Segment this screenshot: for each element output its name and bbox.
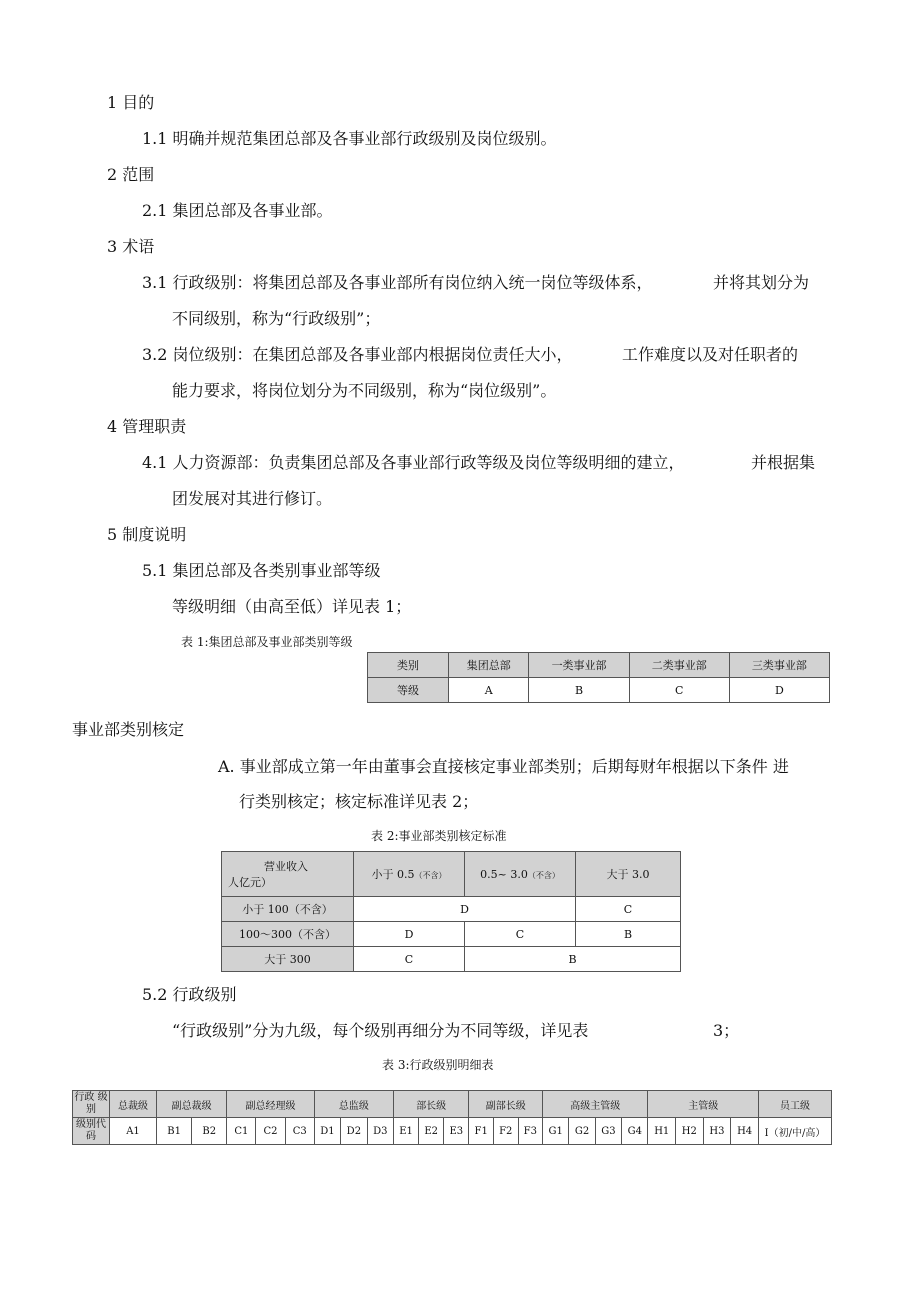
table1-cell: B bbox=[529, 678, 629, 703]
table3 bbox=[72, 1090, 832, 1145]
table3-code: F3 bbox=[518, 1118, 543, 1145]
table3-level: 副总裁级 bbox=[157, 1091, 227, 1118]
table2-corner-bottom: 人亿元） bbox=[228, 876, 272, 889]
item-2-1: 2.1 集团总部及各事业部。 bbox=[142, 201, 333, 220]
table2-cell: D bbox=[354, 897, 576, 922]
table2-cell: B bbox=[576, 922, 681, 947]
table3-level: 总监级 bbox=[314, 1091, 393, 1118]
table2-col-header bbox=[354, 852, 465, 897]
table3-code: H1 bbox=[648, 1118, 676, 1145]
heading-4: 4 管理职责 bbox=[107, 417, 187, 436]
table3-caption: 表 3:行政级别明细表 bbox=[382, 1058, 494, 1072]
table2-caption: 表 2:事业部类别核定标准 bbox=[371, 829, 507, 843]
table3-code: F2 bbox=[493, 1118, 518, 1145]
table3-code: H4 bbox=[731, 1118, 759, 1145]
table1 bbox=[367, 652, 830, 703]
table3-code: G4 bbox=[622, 1118, 648, 1145]
heading-5: 5 制度说明 bbox=[107, 525, 187, 544]
table2-col-note: （不含） bbox=[527, 870, 560, 880]
item-3-2-part2: 工作难度以及对任职者的 bbox=[622, 345, 799, 364]
table2-col-header: 大于 3.0 bbox=[576, 852, 681, 897]
table3-code: B1 bbox=[157, 1118, 192, 1145]
table2-col-label: 0.5~ 3.0 bbox=[480, 867, 528, 881]
item-5-1: 5.1 集团总部及各类别事业部等级 bbox=[142, 561, 381, 580]
table1-cell: A bbox=[449, 678, 529, 703]
table1-header-cell: 集团总部 bbox=[449, 653, 529, 678]
item-3-1-part1: 3.1 行政级别：将集团总部及各事业部所有岗位纳入统一岗位等级体系， bbox=[142, 273, 653, 292]
table2-col-header bbox=[465, 852, 576, 897]
heading-2: 2 范围 bbox=[107, 165, 155, 184]
table1-cell: D bbox=[729, 678, 829, 703]
table3-code: I（初/中/高） bbox=[759, 1118, 832, 1145]
table2-cell: D bbox=[354, 922, 465, 947]
table1-header-cell: 类别 bbox=[368, 653, 449, 678]
table3-code: E1 bbox=[393, 1118, 418, 1145]
table2-col-note: （不含） bbox=[414, 871, 447, 880]
table2-corner-cell bbox=[222, 852, 354, 897]
table3-code: F1 bbox=[469, 1118, 494, 1145]
item-5-1-detail: 等级明细（由高至低）详见表 1； bbox=[172, 597, 412, 616]
table2-col-label: 小于 0.5 bbox=[371, 868, 415, 881]
table3-code: E3 bbox=[444, 1118, 469, 1145]
table3-code: G2 bbox=[569, 1118, 595, 1145]
table2-cell: C bbox=[465, 922, 576, 947]
table3-row-label: 行政 级别 bbox=[73, 1091, 110, 1118]
table3-code: D1 bbox=[314, 1118, 340, 1145]
table3-code: C3 bbox=[285, 1118, 314, 1145]
item-5-2-detail-part2: 3； bbox=[713, 1021, 740, 1040]
rule-a-line1: A. 事业部成立第一年由董事会直接核定事业部类别；后期每财年根据以下条件 进 bbox=[218, 757, 789, 776]
table1-row-label: 等级 bbox=[368, 678, 449, 703]
table3-code: D3 bbox=[367, 1118, 393, 1145]
item-4-1-part1: 4.1 人力资源部：负责集团总部及各事业部行政等级及岗位等级明细的建立， bbox=[142, 453, 685, 472]
table2-cell: C bbox=[354, 947, 465, 972]
table1-header-cell: 三类事业部 bbox=[729, 653, 829, 678]
table3-level: 总裁级 bbox=[110, 1091, 157, 1118]
table2-row-label: 小于 100（不含） bbox=[222, 897, 354, 922]
table3-level: 高级主管级 bbox=[543, 1091, 648, 1118]
table3-code: E2 bbox=[419, 1118, 444, 1145]
item-3-2-part1: 3.2 岗位级别：在集团总部及各事业部内根据岗位责任大小， bbox=[142, 345, 573, 364]
item-3-2-part3: 能力要求，将岗位划分为不同级别，称为“岗位级别”。 bbox=[172, 381, 557, 400]
table2-corner-top: 营业收入 bbox=[264, 860, 308, 873]
table3-code: H3 bbox=[703, 1118, 731, 1145]
table3-code: H2 bbox=[676, 1118, 704, 1145]
table3-code: G3 bbox=[595, 1118, 621, 1145]
table3-level: 副部长级 bbox=[469, 1091, 543, 1118]
table2 bbox=[221, 851, 681, 972]
item-4-1-part3: 团发展对其进行修订。 bbox=[172, 489, 333, 508]
item-1-1: 1.1 明确并规范集团总部及各事业部行政级别及岗位级别。 bbox=[142, 129, 557, 148]
table3-level: 部长级 bbox=[393, 1091, 468, 1118]
table3-level: 主管级 bbox=[648, 1091, 759, 1118]
rule-a-line2: 行类别核定；核定标准详见表 2； bbox=[239, 792, 479, 811]
category-heading: 事业部类别核定 bbox=[72, 720, 185, 739]
item-3-1-part3: 不同级别，称为“行政级别”； bbox=[172, 309, 381, 328]
table2-cell: C bbox=[576, 897, 681, 922]
table2-row-label: 100～300（不含） bbox=[222, 922, 354, 947]
item-5-2: 5.2 行政级别 bbox=[142, 985, 237, 1004]
table3-code: C2 bbox=[256, 1118, 285, 1145]
table2-row-label: 大于 300 bbox=[222, 947, 354, 972]
table3-code: C1 bbox=[227, 1118, 256, 1145]
table3-code: B2 bbox=[192, 1118, 227, 1145]
table1-header-cell: 二类事业部 bbox=[629, 653, 729, 678]
table1-cell: C bbox=[629, 678, 729, 703]
heading-3: 3 术语 bbox=[107, 237, 155, 256]
table3-code: D2 bbox=[341, 1118, 367, 1145]
item-3-1-part2: 并将其划分为 bbox=[713, 273, 810, 292]
table3-level: 员工级 bbox=[759, 1091, 832, 1118]
item-5-2-detail-part1: “行政级别”分为九级，每个级别再细分为不同等级，详见表 bbox=[172, 1021, 589, 1040]
table3-code: A1 bbox=[110, 1118, 157, 1145]
table3-row-label: 级别代码 bbox=[73, 1118, 110, 1145]
table2-cell: B bbox=[465, 947, 681, 972]
table3-code: G1 bbox=[543, 1118, 569, 1145]
table1-caption: 表 1:集团总部及事业部类别等级 bbox=[181, 635, 353, 649]
table1-header-cell: 一类事业部 bbox=[529, 653, 629, 678]
heading-1: 1 目的 bbox=[107, 93, 155, 112]
item-4-1-part2: 并根据集 bbox=[751, 453, 816, 472]
table3-level: 副总经理级 bbox=[227, 1091, 314, 1118]
